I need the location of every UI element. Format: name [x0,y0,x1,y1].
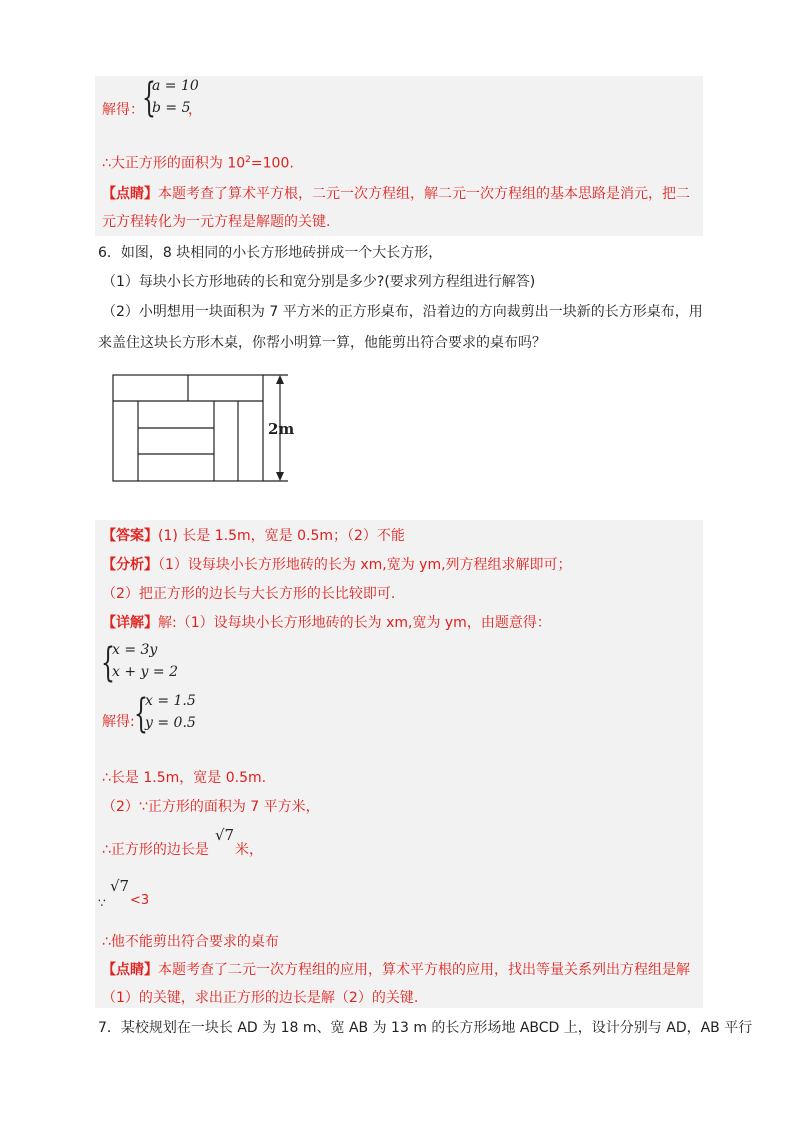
system2-eq2: y = 0.5 [145,715,196,731]
solve-suffix: ， [188,102,202,118]
conclusion1: ∴长是 1.5m，宽是 0.5m. [102,770,267,786]
comment-q6-line2: （1）的关键，求出正方形的边长是解（2）的关键. [102,990,419,1006]
system2-eq1: x = 1.5 [145,693,196,709]
analysis-line1: 【分析】（1）设每块小长方形地砖的长为 xm,宽为 ym,列方程组求解即可； [102,557,572,573]
system-brace: { [142,75,156,121]
area-conclusion: ∴大正方形的面积为 $10^2=100$. [102,155,294,172]
system1-eq1: x = 3y [112,642,158,658]
q6-part2-line2: 来盖住这块长方形木桌，你帮小明算一算，他能剪出符合要求的桌布吗？ [98,335,546,351]
analysis-line2: （2）把正方形的边长与大长方形的长比较即可. [102,586,396,602]
part2-line: （2）∵正方形的面积为 7 平方米， [102,799,320,815]
because-symbol: ∵ [98,896,106,910]
solve-prefix: 解得： [102,102,144,118]
system1-eq2: x + y = 2 [112,664,178,680]
figure-label-2m: 2m [268,420,295,438]
sqrt-7: √7 [215,826,235,844]
answer-line: 【答案】(1) 长是 1.5m，宽是 0.5m；（2）不能 [102,528,405,544]
comment-top-line1: 【点睛】本题考查了算术平方根，二元一次方程组，解二元一次方程组的基本思路是消元，把二 [102,186,690,202]
conclusion2: ∴他不能剪出符合要求的桌布 [102,934,279,950]
q6-part1: （1）每块小长方形地砖的长和宽分别是多少?(要求列方程组进行解答) [102,274,536,290]
comment-q6-line1: 【点睛】本题考查了二元一次方程组的应用，算术平方根的应用，找出等量关系列出方程组是解 [102,962,690,978]
system1-brace: { [101,640,115,686]
side-length-line: ∴正方形的边长是 [102,842,209,858]
detail-line1: 【详解】解:（1）设每块小长方形地砖的长为 xm,宽为 ym，由题意得： [102,615,551,631]
side-length-unit: 米， [235,842,263,858]
arrow-head-top [276,375,284,384]
arrow-head-bottom [276,472,284,481]
q6-part2-line1: （2）小明想用一块面积为 7 平方米的正方形桌布，沿着边的方向裁剪出一块新的长方形桌布，用 [102,304,703,320]
comment-top-line2: 元方程转化为一元方程是解题的关键. [102,214,331,230]
system2-brace: { [134,691,148,737]
sqrt-7-compare: √7 [110,877,130,895]
system-eq-a: a = 10 [152,78,199,94]
q7-stem: 7．某校规划在一块长 AD 为 18 m、宽 AB 为 13 m 的长方形场地 ABCD 上，设计分别与 AD，AB 平行 [98,1020,753,1036]
q6-stem: 6．如图，8 块相同的小长方形地砖拼成一个大长方形， [98,245,443,261]
solve-prefix-2: 解得: [102,714,135,730]
system-eq-b: b = 5 [152,100,191,116]
compare-text: <3 [130,893,150,908]
